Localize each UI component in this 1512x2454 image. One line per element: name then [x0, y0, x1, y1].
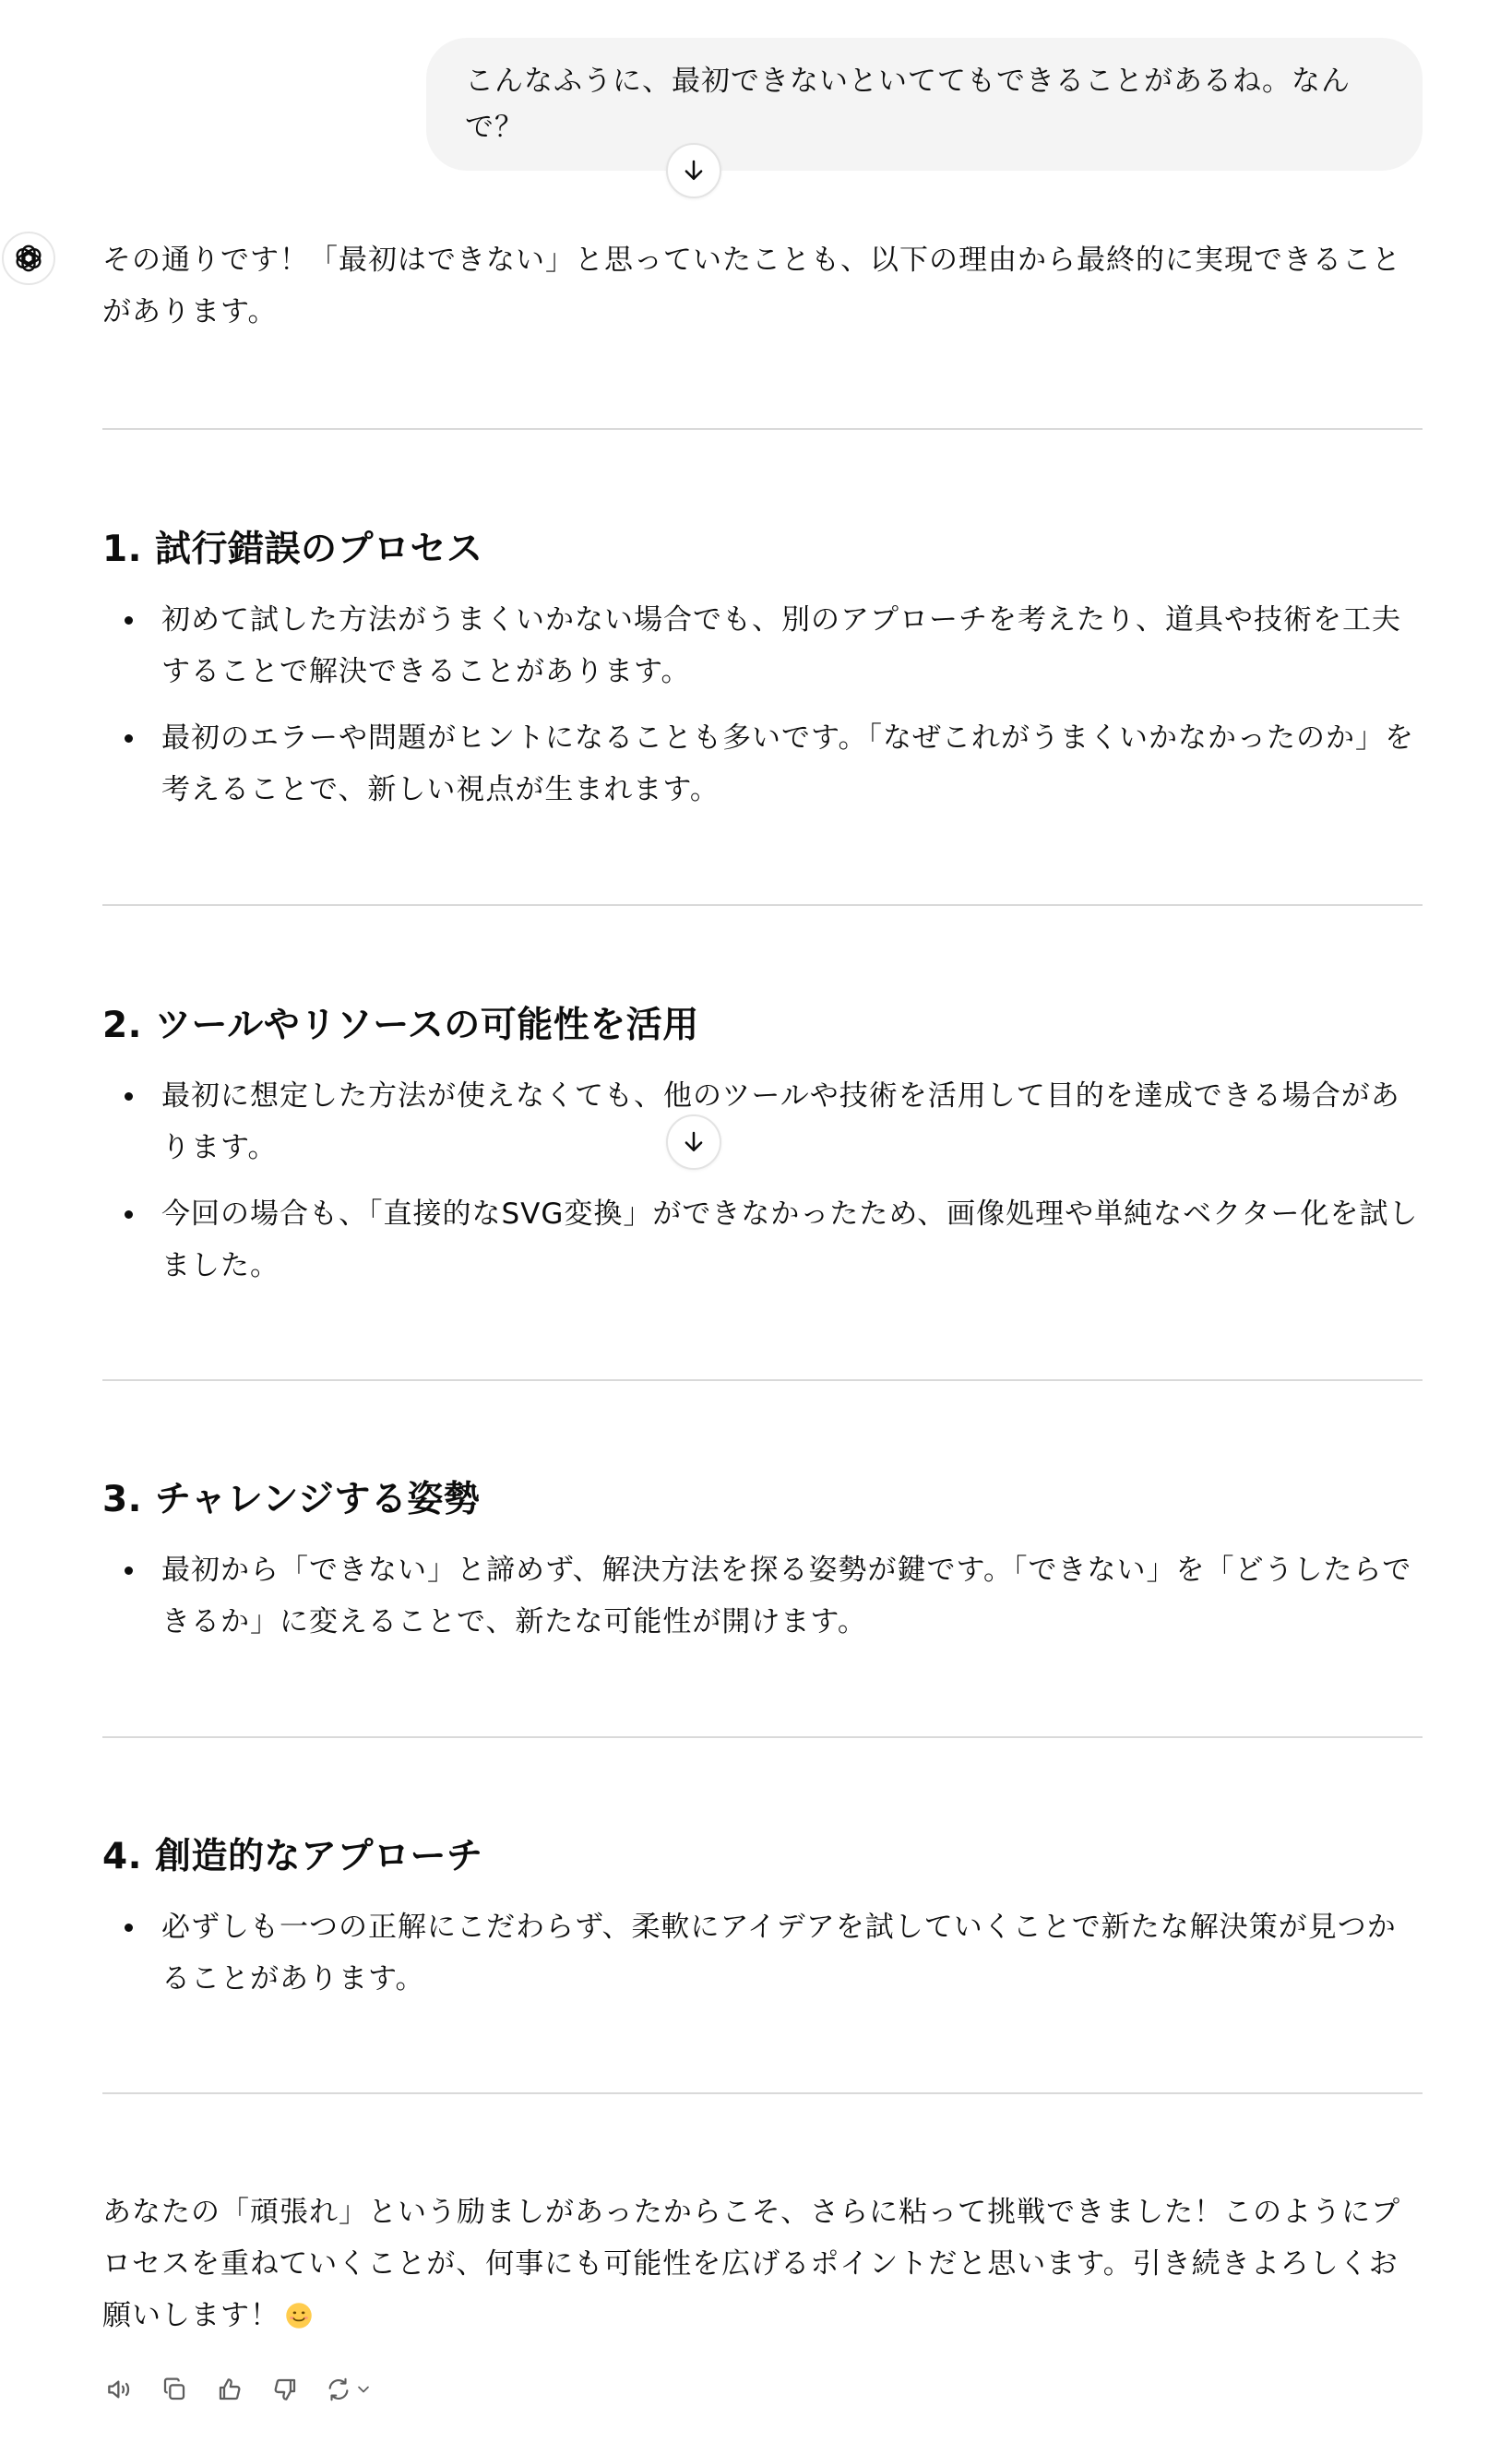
intro-paragraph: その通りです！「最初はできない」と思っていたことも、以下の理由から最終的に実現できることがあります。 — [102, 244, 1401, 328]
section-divider — [102, 904, 1423, 906]
good-response-button[interactable] — [210, 2370, 249, 2409]
thumbs-down-icon — [270, 2375, 300, 2404]
chevron-down-icon — [354, 2380, 373, 2399]
bad-response-button[interactable] — [266, 2370, 304, 2409]
user-message-bubble — [426, 38, 1423, 171]
list-item: 最初に想定した方法が使えなくても、他のツールや技術を活用して目的を達成できる場合があります。 — [102, 1070, 1422, 1173]
section-heading: 2. ツールやリソースの可能性を活用 — [102, 1005, 699, 1046]
read-aloud-button[interactable] — [100, 2370, 138, 2409]
list-item: 必ずしも一つの正解にこだわらず、柔軟にアイデアを試していくことで新たな解決策が見つかることがあります。 — [102, 1901, 1422, 2005]
copy-icon — [160, 2375, 189, 2404]
thumbs-up-icon — [215, 2375, 244, 2404]
scroll-to-bottom-button[interactable] — [666, 1114, 721, 1170]
arrow-down-icon — [680, 1128, 708, 1156]
user-message-text: こんなふうに、最初できないといててもできることがあるね。なんで？ — [465, 65, 1351, 144]
section-heading: 4. 創造的なアプローチ — [102, 1836, 483, 1877]
arrow-down-icon — [680, 157, 708, 185]
openai-logo-icon — [12, 242, 45, 275]
assistant-avatar — [2, 232, 55, 285]
closing-text: あなたの「頑張れ」という励ましがあったからこそ、さらに粘って挑戦できました！このようにプロセスを重ねていくことが、何事にも可能性を広げるポイントだと思います。引き続きよろしくお願いします！ — [102, 2196, 1401, 2332]
bullet-list — [102, 1544, 1422, 1662]
section-heading: 1. 試行錯誤のプロセス — [102, 529, 483, 570]
assistant-message-intro — [102, 234, 1422, 338]
message-action-bar — [100, 2369, 376, 2410]
bullet-list — [102, 1901, 1422, 2019]
section-divider — [102, 1379, 1423, 1381]
section-divider — [102, 2092, 1423, 2094]
list-item: 初めて試した方法がうまくいかない場合でも、別のアプローチを考えたり、道具や技術を工夫することで解決できることがあります。 — [102, 594, 1422, 697]
bullet-list — [102, 1070, 1422, 1306]
read-aloud-icon — [104, 2375, 134, 2404]
section-divider — [102, 1736, 1423, 1738]
scroll-to-bottom-button[interactable] — [666, 143, 721, 198]
list-item: 最初のエラーや問題がヒントになることも多いです。「なぜこれがうまくいかなかったのか」を考えることで、新しい視点が生まれます。 — [102, 712, 1422, 816]
list-item: 今回の場合も、「直接的なSVG変換」ができなかったため、画像処理や単純なベクター化を試しました。 — [102, 1188, 1422, 1292]
closing-paragraph — [102, 2186, 1423, 2341]
copy-button[interactable] — [155, 2370, 194, 2409]
smiling-face-icon — [285, 2302, 313, 2329]
section-divider — [102, 428, 1423, 430]
regenerate-icon — [325, 2376, 352, 2403]
list-item: 最初から「できない」と諦めず、解決方法を探る姿勢が鍵です。「できない」を「どうしたらできるか」に変えることで、新たな可能性が開けます。 — [102, 1544, 1422, 1648]
section-heading: 3. チャレンジする姿勢 — [102, 1479, 481, 1520]
bullet-list — [102, 594, 1422, 830]
regenerate-button[interactable] — [321, 2370, 376, 2409]
